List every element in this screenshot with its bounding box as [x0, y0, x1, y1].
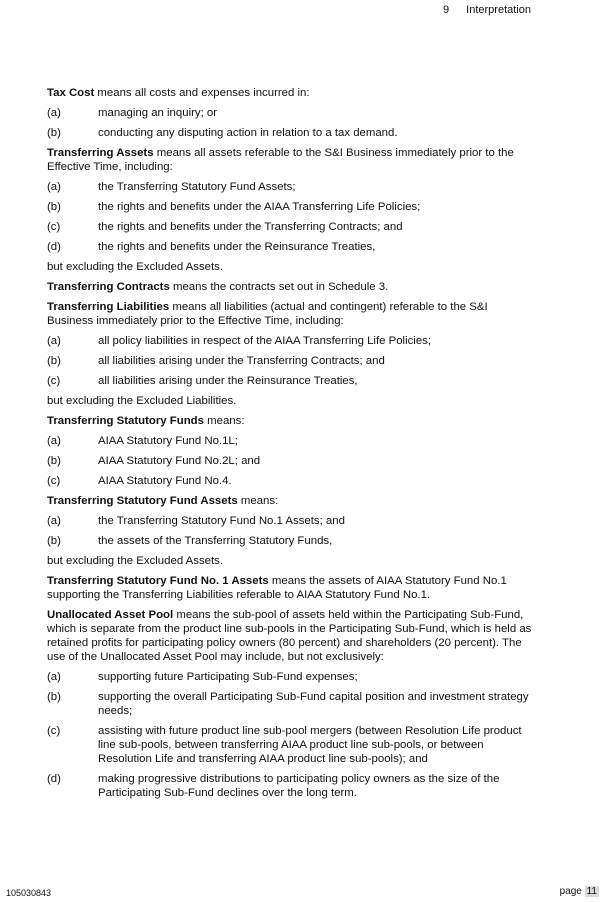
- list-item-text: AIAA Statutory Fund No.1L;: [98, 435, 238, 447]
- page-footer: [560, 885, 599, 899]
- definition-block: [47, 414, 533, 488]
- definition-block: [47, 494, 533, 568]
- definition-block: [47, 300, 533, 408]
- list-item-label: (c): [47, 375, 61, 387]
- list-item-label: (d): [47, 241, 61, 253]
- definition-trailer: but excluding the Excluded Liabilities.: [47, 395, 237, 407]
- list-item-label: (b): [47, 455, 61, 467]
- list-item: [47, 374, 533, 388]
- list-item: [47, 724, 533, 766]
- list-item-text: the rights and benefits under the Reinsurance Treaties,: [98, 241, 376, 253]
- list-item-label: (a): [47, 515, 61, 527]
- list-item: [47, 180, 533, 194]
- list-item: [47, 354, 533, 368]
- list-item: [47, 534, 533, 548]
- definition-text: means the assets of AIAA Statutory Fund No.1 supporting the Transferring Liabilities referable to AIAA Statutory Fund No.1.: [47, 575, 507, 601]
- list-item-text: supporting the overall Participating Sub-Fund capital position and investment strategy needs;: [98, 691, 529, 717]
- list-item-label: (c): [47, 221, 61, 233]
- list-item: [47, 690, 533, 718]
- list-item-text: AIAA Statutory Fund No.2L; and: [98, 455, 261, 467]
- definition-block: [47, 280, 533, 294]
- definition-text: means:: [237, 495, 279, 507]
- page-number: 11: [586, 886, 597, 897]
- list-item-text: the rights and benefits under the Transferring Contracts; and: [98, 221, 403, 233]
- definitions-body: [47, 86, 533, 806]
- definition-trailer: but excluding the Excluded Assets.: [47, 261, 224, 273]
- list-item-label: (c): [47, 725, 61, 737]
- defined-term: Transferring Statutory Funds: [47, 415, 204, 427]
- list-item-text: the rights and benefits under the AIAA Transferring Life Policies;: [98, 201, 421, 213]
- defined-term: Transferring Assets: [47, 147, 154, 159]
- list-item: [47, 240, 533, 254]
- list-item-label: (d): [47, 773, 61, 785]
- defined-term: Unallocated Asset Pool: [47, 609, 174, 621]
- list-item-text: all liabilities arising under the Transferring Contracts; and: [98, 355, 385, 367]
- list-item-text: the Transferring Statutory Fund Assets;: [98, 181, 296, 193]
- list-item-label: (a): [47, 107, 61, 119]
- list-item: [47, 334, 533, 348]
- defined-term: Transferring Statutory Fund Assets: [47, 495, 238, 507]
- list-item-label: (a): [47, 671, 61, 683]
- list-item-text: supporting future Participating Sub-Fund expenses;: [98, 671, 358, 683]
- list-item-label: (b): [47, 201, 61, 213]
- definition-paragraph: [47, 280, 533, 294]
- definition-text: means the sub-pool of assets held within the Participating Sub-Fund, which is separate from the product line sub-pools in the Participating Sub-Fund, which is held as retained profits for participating policy owners (80 percent) and shareholders (20 percent). The use of the Unallocated Asset Pool may include, but not exclusively:: [47, 609, 532, 663]
- list-item: [47, 474, 533, 488]
- list-item-label: (a): [47, 335, 61, 347]
- page-header: [443, 3, 531, 17]
- defined-term: Tax Cost: [47, 87, 95, 99]
- chapter-number: 9: [442, 4, 450, 16]
- list-item-label: (a): [47, 181, 61, 193]
- list-item: [47, 220, 533, 234]
- definition-text: means all costs and expenses incurred in:: [94, 87, 310, 99]
- list-item-text: the Transferring Statutory Fund No.1 Assets; and: [98, 515, 345, 527]
- list-item-label: (b): [47, 355, 61, 367]
- definition-trailer: but excluding the Excluded Assets.: [47, 555, 224, 567]
- defined-term: Transferring Statutory Fund No. 1 Assets: [47, 575, 269, 587]
- definition-text: means:: [203, 415, 245, 427]
- definition-paragraph: [47, 146, 533, 174]
- definition-block: [47, 574, 533, 602]
- list-item-text: assisting with future product line sub-pool mergers (between Resolution Life product line sub-pools, between transferring AIAA product line sub-pools, or between Resolution Life and transferring AIAA product line sub-pools); and: [98, 725, 522, 765]
- definition-text: means all liabilities (actual and contingent) referable to the S&I Business immediately prior to the Effective Time, including:: [47, 301, 488, 327]
- list-item: [47, 670, 533, 684]
- list-item: [47, 126, 533, 140]
- page-label: page: [559, 886, 582, 897]
- definition-paragraph: [47, 494, 533, 508]
- list-item-text: making progressive distributions to participating policy owners as the size of the Participating Sub-Fund declines over the long term.: [98, 773, 500, 799]
- definition-paragraph: [47, 86, 533, 100]
- list-item-text: managing an inquiry; or: [98, 107, 218, 119]
- list-item: [47, 200, 533, 214]
- definition-block: [47, 146, 533, 274]
- list-item: [47, 454, 533, 468]
- definition-block: [47, 608, 533, 800]
- list-item: [47, 434, 533, 448]
- defined-term: Transferring Contracts: [47, 281, 170, 293]
- list-item-text: the assets of the Transferring Statutory Funds,: [98, 535, 333, 547]
- list-item-text: conducting any disputing action in relation to a tax demand.: [98, 127, 398, 139]
- list-item-label: (b): [47, 691, 61, 703]
- definition-block: [47, 86, 533, 140]
- list-item: [47, 772, 533, 800]
- definition-text: means the contracts set out in Schedule 3.: [169, 281, 389, 293]
- defined-term: Transferring Liabilities: [47, 301, 170, 313]
- list-item-label: (b): [47, 127, 61, 139]
- chapter-title: Interpretation: [466, 4, 531, 16]
- list-item: [47, 514, 533, 528]
- definition-paragraph: [47, 414, 533, 428]
- definition-paragraph: [47, 574, 533, 602]
- document-id: 105030843: [6, 888, 52, 898]
- list-item-label: (a): [47, 435, 61, 447]
- definition-paragraph: [47, 300, 533, 328]
- list-item: [47, 106, 533, 120]
- list-item-text: all policy liabilities in respect of the AIAA Transferring Life Policies;: [98, 335, 432, 347]
- list-item-text: AIAA Statutory Fund No.4.: [98, 475, 232, 487]
- definition-text: means all assets referable to the S&I Business immediately prior to the Effective Time, including:: [47, 147, 514, 173]
- list-item-label: (c): [47, 475, 61, 487]
- list-item-text: all liabilities arising under the Reinsurance Treaties,: [98, 375, 358, 387]
- definition-paragraph: [47, 608, 533, 664]
- list-item-label: (b): [47, 535, 61, 547]
